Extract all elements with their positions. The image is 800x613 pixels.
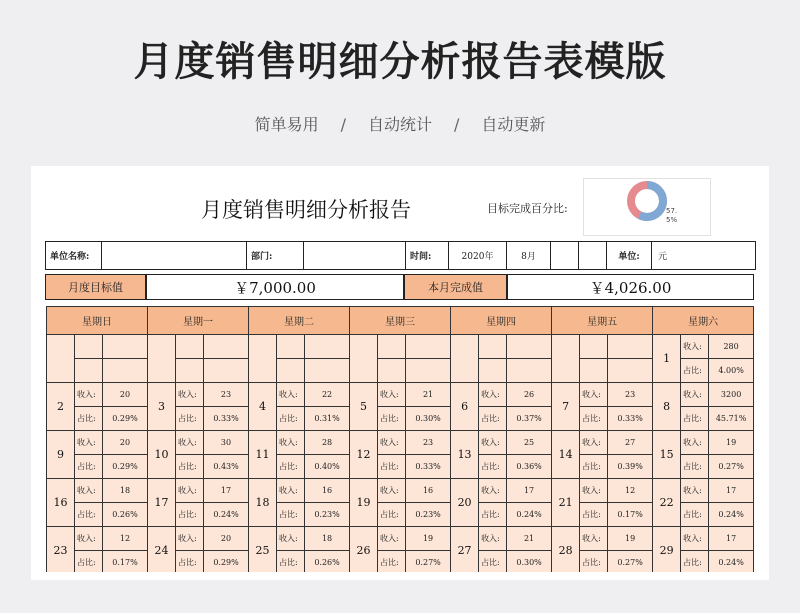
monthly-done-label: 本月完成值 [404,274,507,300]
share-label: 占比: [580,551,608,575]
day-number: 16 [47,479,75,527]
income-value[interactable]: 12 [608,479,653,503]
weekday-header: 星期三 [350,307,451,335]
empty-day-cell [148,335,176,383]
day-number: 3 [148,383,176,431]
share-label: 占比: [176,551,204,575]
share-label: 占比: [681,359,709,383]
empty-day-cell [451,335,479,383]
income-label: 收入: [277,527,305,551]
income-value[interactable]: 23 [608,383,653,407]
share-label: 占比: [378,407,406,431]
day-number: 9 [47,431,75,479]
income-value[interactable]: 17 [204,479,249,503]
empty-cell [608,359,653,383]
income-value[interactable]: 23 [406,431,451,455]
day-number: 24 [148,527,176,575]
income-value[interactable]: 16 [305,479,350,503]
income-label: 收入: [580,527,608,551]
empty-cell [479,335,507,359]
weekday-header: 星期日 [47,307,148,335]
calendar-row [47,383,754,407]
calendar-row [47,479,754,503]
unit-name-field[interactable] [102,242,247,269]
empty-cell [176,359,204,383]
completion-percent-label: 目标完成百分比: [487,202,568,215]
day-number: 10 [148,431,176,479]
share-value: 0.24% [709,503,754,527]
income-value[interactable]: 12 [103,527,148,551]
income-label: 收入: [378,479,406,503]
share-label: 占比: [277,551,305,575]
day-number: 7 [552,383,580,431]
day-number: 21 [552,479,580,527]
donut-percent-text: 57.5% [666,207,678,224]
day-number: 22 [653,479,681,527]
income-value[interactable]: 17 [709,479,754,503]
unit-name-label: 单位名称: [46,242,102,269]
share-value: 0.33% [406,455,451,479]
share-label: 占比: [378,503,406,527]
empty-cell [75,335,103,359]
currency-unit-label: 单位: [607,242,652,269]
share-label: 占比: [479,551,507,575]
share-label: 占比: [479,503,507,527]
day-number: 11 [249,431,277,479]
subtitle [0,112,800,135]
share-value: 0.23% [305,503,350,527]
income-label: 收入: [580,431,608,455]
share-value: 0.29% [103,407,148,431]
blank-cell [579,242,607,269]
weekday-header: 星期二 [249,307,350,335]
monthly-target-label: 月度目标值 [45,274,146,300]
monthly-target-value[interactable]: ￥7,000.00 [146,274,404,300]
share-value: 0.37% [507,407,552,431]
income-value[interactable]: 16 [406,479,451,503]
empty-cell [277,335,305,359]
share-value: 0.26% [305,551,350,575]
day-number: 15 [653,431,681,479]
share-label: 占比: [277,407,305,431]
share-value: 0.33% [608,407,653,431]
day-number: 1 [653,335,681,383]
subtitle-item-easy: 简单易用 [254,115,319,134]
income-label: 收入: [479,479,507,503]
income-value[interactable]: 280 [709,335,754,359]
day-number: 29 [653,527,681,575]
income-value[interactable]: 22 [305,383,350,407]
share-value: 0.43% [204,455,249,479]
income-label: 收入: [681,335,709,359]
empty-cell [608,335,653,359]
income-label: 收入: [176,383,204,407]
share-value: 0.26% [103,503,148,527]
share-label: 占比: [75,407,103,431]
empty-day-cell [552,335,580,383]
day-number: 17 [148,479,176,527]
monthly-done-value[interactable]: ￥4,026.00 [507,274,754,300]
day-number: 18 [249,479,277,527]
day-number: 5 [350,383,378,431]
day-number: 2 [47,383,75,431]
income-label: 收入: [378,383,406,407]
share-value: 4.00% [709,359,754,383]
empty-cell [75,359,103,383]
share-label: 占比: [378,455,406,479]
day-number: 13 [451,431,479,479]
income-label: 收入: [176,479,204,503]
share-value: 0.33% [204,407,249,431]
share-label: 占比: [75,503,103,527]
income-label: 收入: [75,383,103,407]
weekday-header: 星期六 [653,307,754,335]
income-label: 收入: [580,383,608,407]
empty-cell [176,335,204,359]
info-row [45,241,756,270]
share-value: 0.30% [406,407,451,431]
income-label: 收入: [378,431,406,455]
empty-cell [479,359,507,383]
income-value[interactable]: 28 [305,431,350,455]
share-value: 0.29% [204,551,249,575]
income-label: 收入: [681,479,709,503]
income-value[interactable]: 20 [103,383,148,407]
income-value[interactable]: 25 [507,431,552,455]
income-label: 收入: [176,431,204,455]
sheet-bottom-edge [31,572,769,580]
share-value: 45.71% [709,407,754,431]
month-field[interactable]: 8月 [507,242,551,269]
empty-cell [406,335,451,359]
share-label: 占比: [176,407,204,431]
income-value[interactable]: 27 [608,431,653,455]
share-label: 占比: [681,551,709,575]
share-value: 0.27% [608,551,653,575]
share-label: 占比: [479,455,507,479]
share-label: 占比: [75,455,103,479]
share-label: 占比: [580,407,608,431]
empty-cell [204,335,249,359]
income-value[interactable]: 20 [204,527,249,551]
income-value[interactable]: 18 [305,527,350,551]
share-value: 0.24% [709,551,754,575]
report-sheet [31,166,769,580]
subtitle-separator: / [454,115,460,134]
share-value: 0.17% [608,503,653,527]
department-field[interactable] [304,242,406,269]
day-number: 12 [350,431,378,479]
income-value[interactable]: 17 [709,527,754,551]
income-value[interactable]: 26 [507,383,552,407]
department-label: 部门: [247,242,304,269]
share-label: 占比: [580,503,608,527]
share-label: 占比: [75,551,103,575]
target-row [45,274,754,300]
share-value: 0.36% [507,455,552,479]
empty-cell [406,359,451,383]
day-number: 25 [249,527,277,575]
empty-cell [580,335,608,359]
income-value[interactable]: 30 [204,431,249,455]
empty-day-cell [350,335,378,383]
day-number: 26 [350,527,378,575]
subtitle-separator: / [340,115,346,134]
empty-cell [378,335,406,359]
empty-day-cell [47,335,75,383]
income-label: 收入: [75,527,103,551]
income-label: 收入: [277,383,305,407]
empty-day-cell [249,335,277,383]
share-label: 占比: [681,407,709,431]
empty-cell [580,359,608,383]
empty-cell [305,335,350,359]
sales-calendar [46,306,754,575]
day-number: 27 [451,527,479,575]
subtitle-item-auto-stat: 自动统计 [367,115,432,134]
day-number: 4 [249,383,277,431]
income-label: 收入: [378,527,406,551]
day-number: 19 [350,479,378,527]
blank-cell [551,242,579,269]
income-label: 收入: [479,383,507,407]
income-label: 收入: [75,431,103,455]
share-value: 0.30% [507,551,552,575]
share-value: 0.24% [204,503,249,527]
day-number: 20 [451,479,479,527]
empty-cell [378,359,406,383]
day-number: 14 [552,431,580,479]
share-value: 0.24% [507,503,552,527]
share-value: 0.17% [103,551,148,575]
share-label: 占比: [176,503,204,527]
share-label: 占比: [277,455,305,479]
share-value: 0.39% [608,455,653,479]
weekday-header: 星期五 [552,307,653,335]
share-value: 0.27% [406,551,451,575]
income-value[interactable]: 19 [608,527,653,551]
share-label: 占比: [378,551,406,575]
share-label: 占比: [681,455,709,479]
income-value[interactable]: 3200 [709,383,754,407]
share-value: 0.40% [305,455,350,479]
day-number: 23 [47,527,75,575]
day-number: 8 [653,383,681,431]
income-label: 收入: [176,527,204,551]
income-label: 收入: [479,527,507,551]
day-number: 28 [552,527,580,575]
income-label: 收入: [277,431,305,455]
calendar-row [47,527,754,551]
share-value: 0.23% [406,503,451,527]
currency-unit-field[interactable]: 元 [658,252,668,262]
income-label: 收入: [479,431,507,455]
weekday-header: 星期一 [148,307,249,335]
income-label: 收入: [681,431,709,455]
empty-cell [305,359,350,383]
weekday-header: 星期四 [451,307,552,335]
empty-cell [507,359,552,383]
time-label: 时间: [406,242,449,269]
share-value: 0.31% [305,407,350,431]
income-value[interactable]: 19 [406,527,451,551]
empty-cell [103,335,148,359]
subtitle-item-auto-update: 自动更新 [481,115,546,134]
day-number: 6 [451,383,479,431]
income-label: 收入: [580,479,608,503]
empty-cell [103,359,148,383]
share-label: 占比: [479,407,507,431]
share-label: 占比: [277,503,305,527]
report-title: 月度销售明细分析报告 [201,198,411,222]
completion-donut-chart [583,178,711,236]
calendar-row [47,335,754,359]
income-label: 收入: [277,479,305,503]
share-value: 0.29% [103,455,148,479]
share-value: 0.27% [709,455,754,479]
empty-cell [204,359,249,383]
income-value[interactable]: 19 [709,431,754,455]
income-value[interactable]: 17 [507,479,552,503]
income-value[interactable]: 20 [103,431,148,455]
empty-cell [277,359,305,383]
year-field[interactable]: 2020年 [449,242,507,269]
income-label: 收入: [681,383,709,407]
income-label: 收入: [681,527,709,551]
income-label: 收入: [75,479,103,503]
share-label: 占比: [681,503,709,527]
page-title: 月度销售明细分析报告表模版 [133,39,667,85]
share-label: 占比: [580,455,608,479]
income-value[interactable]: 21 [406,383,451,407]
income-value[interactable]: 21 [507,527,552,551]
income-value[interactable]: 18 [103,479,148,503]
income-value[interactable]: 23 [204,383,249,407]
share-label: 占比: [176,455,204,479]
empty-cell [507,335,552,359]
calendar-row [47,431,754,455]
